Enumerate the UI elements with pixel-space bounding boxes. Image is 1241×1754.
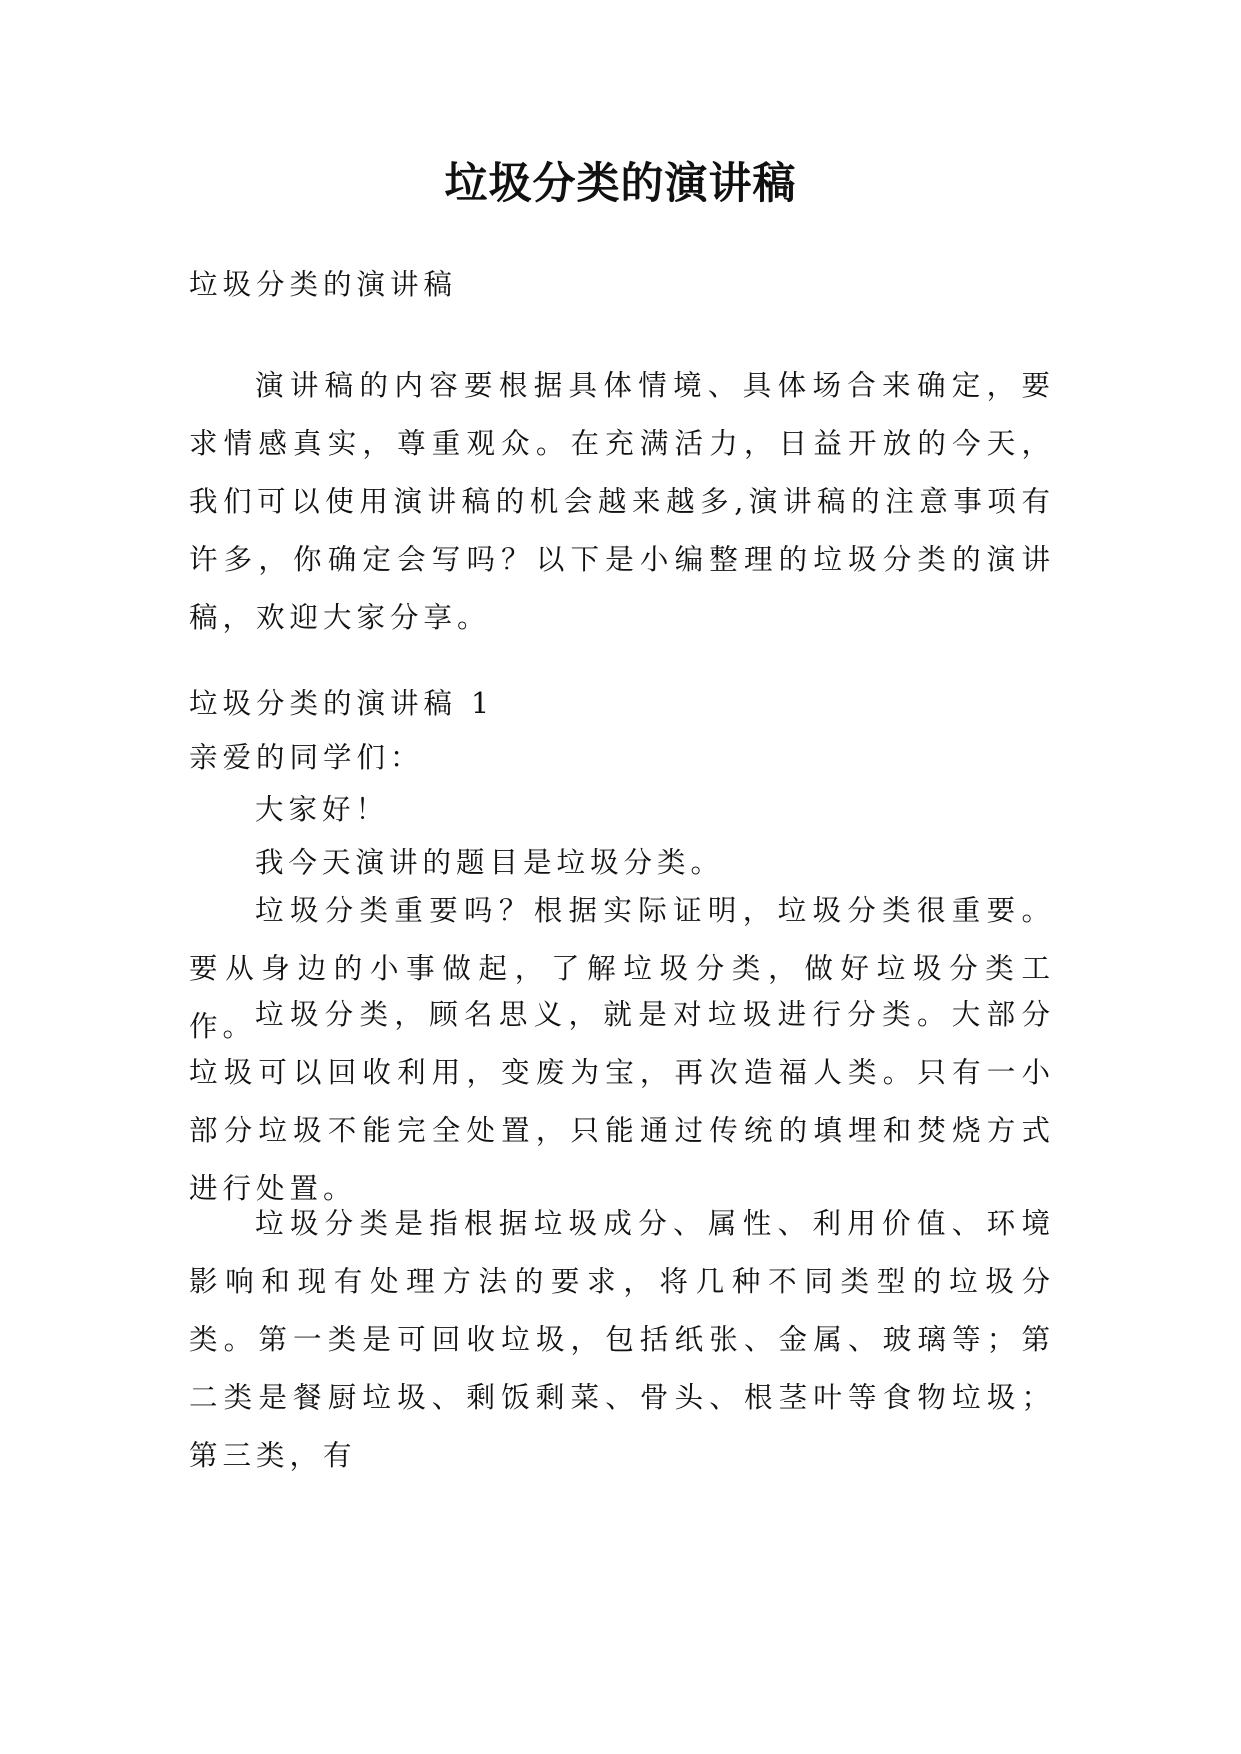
document-title: 垃圾分类的演讲稿 (444, 159, 797, 209)
importance-paragraph: 垃圾分类重要吗？根据实际证明，垃圾分类很重要。要从身边的小事做起，了解垃圾分类，做好垃圾分类工作。 (189, 894, 1055, 1043)
greeting: 大家好！ (255, 793, 390, 826)
salutation: 亲爱的同学们： (189, 741, 424, 774)
intro-paragraph: 演讲稿的内容要根据具体情境、具体场合来确定，要求情感真实，尊重观众。在充满活力，日益开放的今天，我们可以使用演讲稿的机会越来越多,演讲稿的注意事项有许多，你确定会写吗？以下是小编整理的垃圾分类的演讲稿，欢迎大家分享。 (189, 369, 1055, 634)
meaning-paragraph: 垃圾分类，顾名思义，就是对垃圾进行分类。大部分垃圾可以回收利用，变废为宝，再次造福人类。只有一小部分垃圾不能完全处置，只能通过传统的填埋和焚烧方式进行处置。 (189, 998, 1055, 1205)
section-heading: 垃圾分类的演讲稿 1 (189, 687, 495, 720)
definition-paragraph: 垃圾分类是指根据垃圾成分、属性、利用价值、环境影响和现有处理方法的要求，将几种不同类型的垃圾分类。第一类是可回收垃圾，包括纸张、金属、玻璃等；第二类是餐厨垃圾、剩饭剩菜、骨头、根茎叶等食物垃圾；第三类，有 (189, 1207, 1055, 1472)
topic-paragraph: 我今天演讲的题目是垃圾分类。 (255, 846, 725, 879)
document-subtitle: 垃圾分类的演讲稿 (189, 268, 458, 301)
